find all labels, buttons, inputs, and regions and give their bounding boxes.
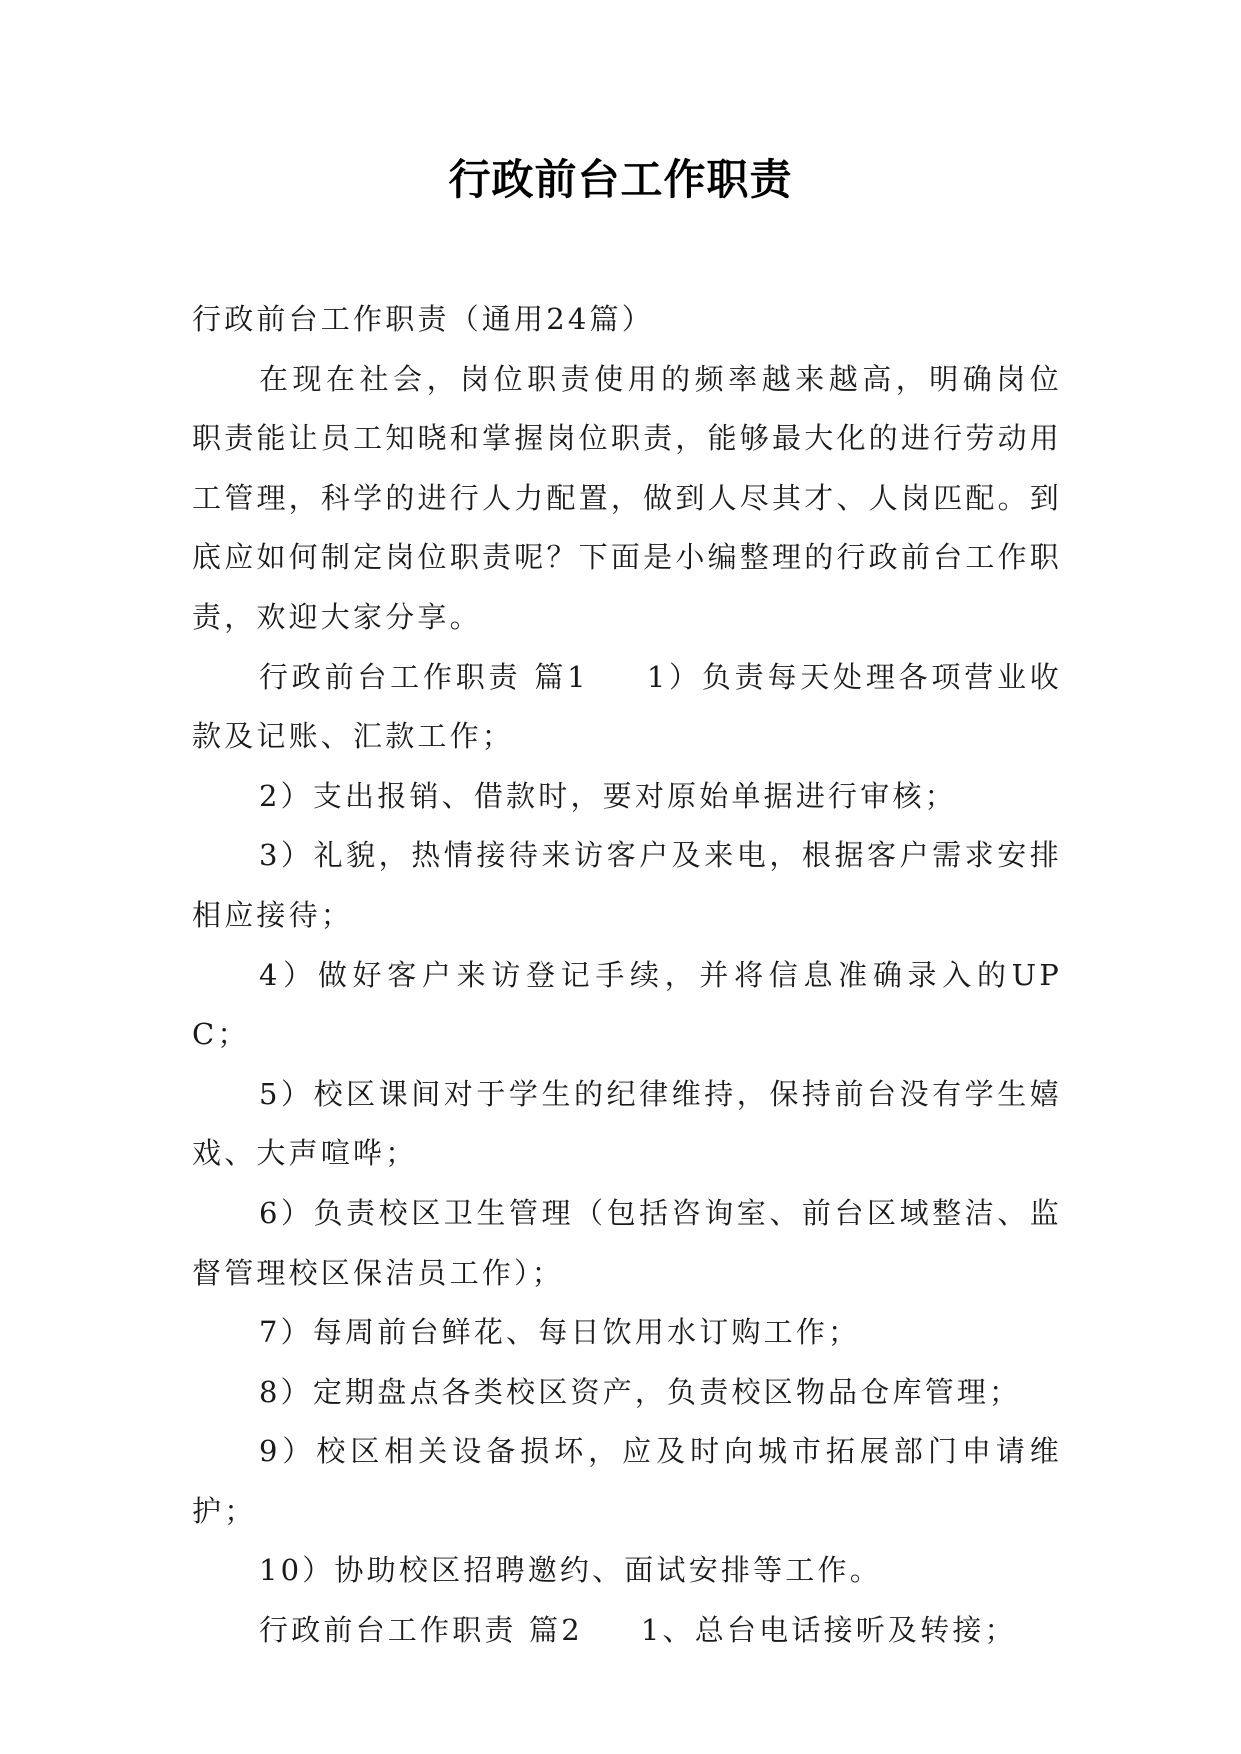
- section-2-item-1: 1、总台电话接听及转接；: [640, 1613, 1017, 1648]
- section-1-item-2: 2）支出报销、借款时，要对原始单据进行审核；: [259, 778, 957, 813]
- section-1-item-10: 10）协助校区招聘邀约、面试安排等工作。: [259, 1553, 882, 1588]
- section-1-item-6: 6）负责校区卫生管理（包括咨询室、前台区域整洁、监督管理校区保洁员工作）；: [192, 1195, 1062, 1290]
- intro-paragraph: 在现在社会，岗位职责使用的频率越来越高，明确岗位职责能让员工知晓和掌握岗位职责，能够最大化的进行劳动用工管理，科学的进行人力配置，做到人尽其才、人岗匹配。到底应如何制定岗位职责呢？下面是小编整理的行政前台工作职责，欢迎大家分享。: [192, 361, 1062, 634]
- document-title: 行政前台工作职责: [448, 155, 793, 204]
- section-1-item-1: 1）负责每天处理各项营业收款及记账、汇款工作；: [192, 659, 1062, 754]
- document-body: [192, 290, 1062, 1661]
- section-1-first-paragraph: [192, 648, 1062, 767]
- section-1-item-9: 9）校区相关设备损坏，应及时向城市拓展部门申请维护；: [192, 1434, 1062, 1528]
- document-subtitle: 行政前台工作职责（通用24篇）: [192, 302, 654, 336]
- section-2-heading: 行政前台工作职责 篇2: [259, 1613, 583, 1648]
- section-1-item-3: 3）礼貌，热情接待来访客户及来电，根据客户需求安排相应接待；: [192, 838, 1062, 932]
- section-1-item-5: 5）校区课间对于学生的纪律维持，保持前台没有学生嬉戏、大声喧哗；: [192, 1076, 1062, 1171]
- section-1-heading: 行政前台工作职责 篇1: [259, 659, 589, 694]
- section-2-first-paragraph: [192, 1601, 1062, 1661]
- section-1-item-8: 8）定期盘点各类校区资产，负责校区物品仓库管理；: [259, 1374, 1022, 1409]
- section-1-item-4: 4）做好客户来访登记手续，并将信息准确录入的UPC；: [192, 957, 1062, 1052]
- section-1-item-7: 7）每周前台鲜花、每日饮用水订购工作；: [259, 1315, 861, 1350]
